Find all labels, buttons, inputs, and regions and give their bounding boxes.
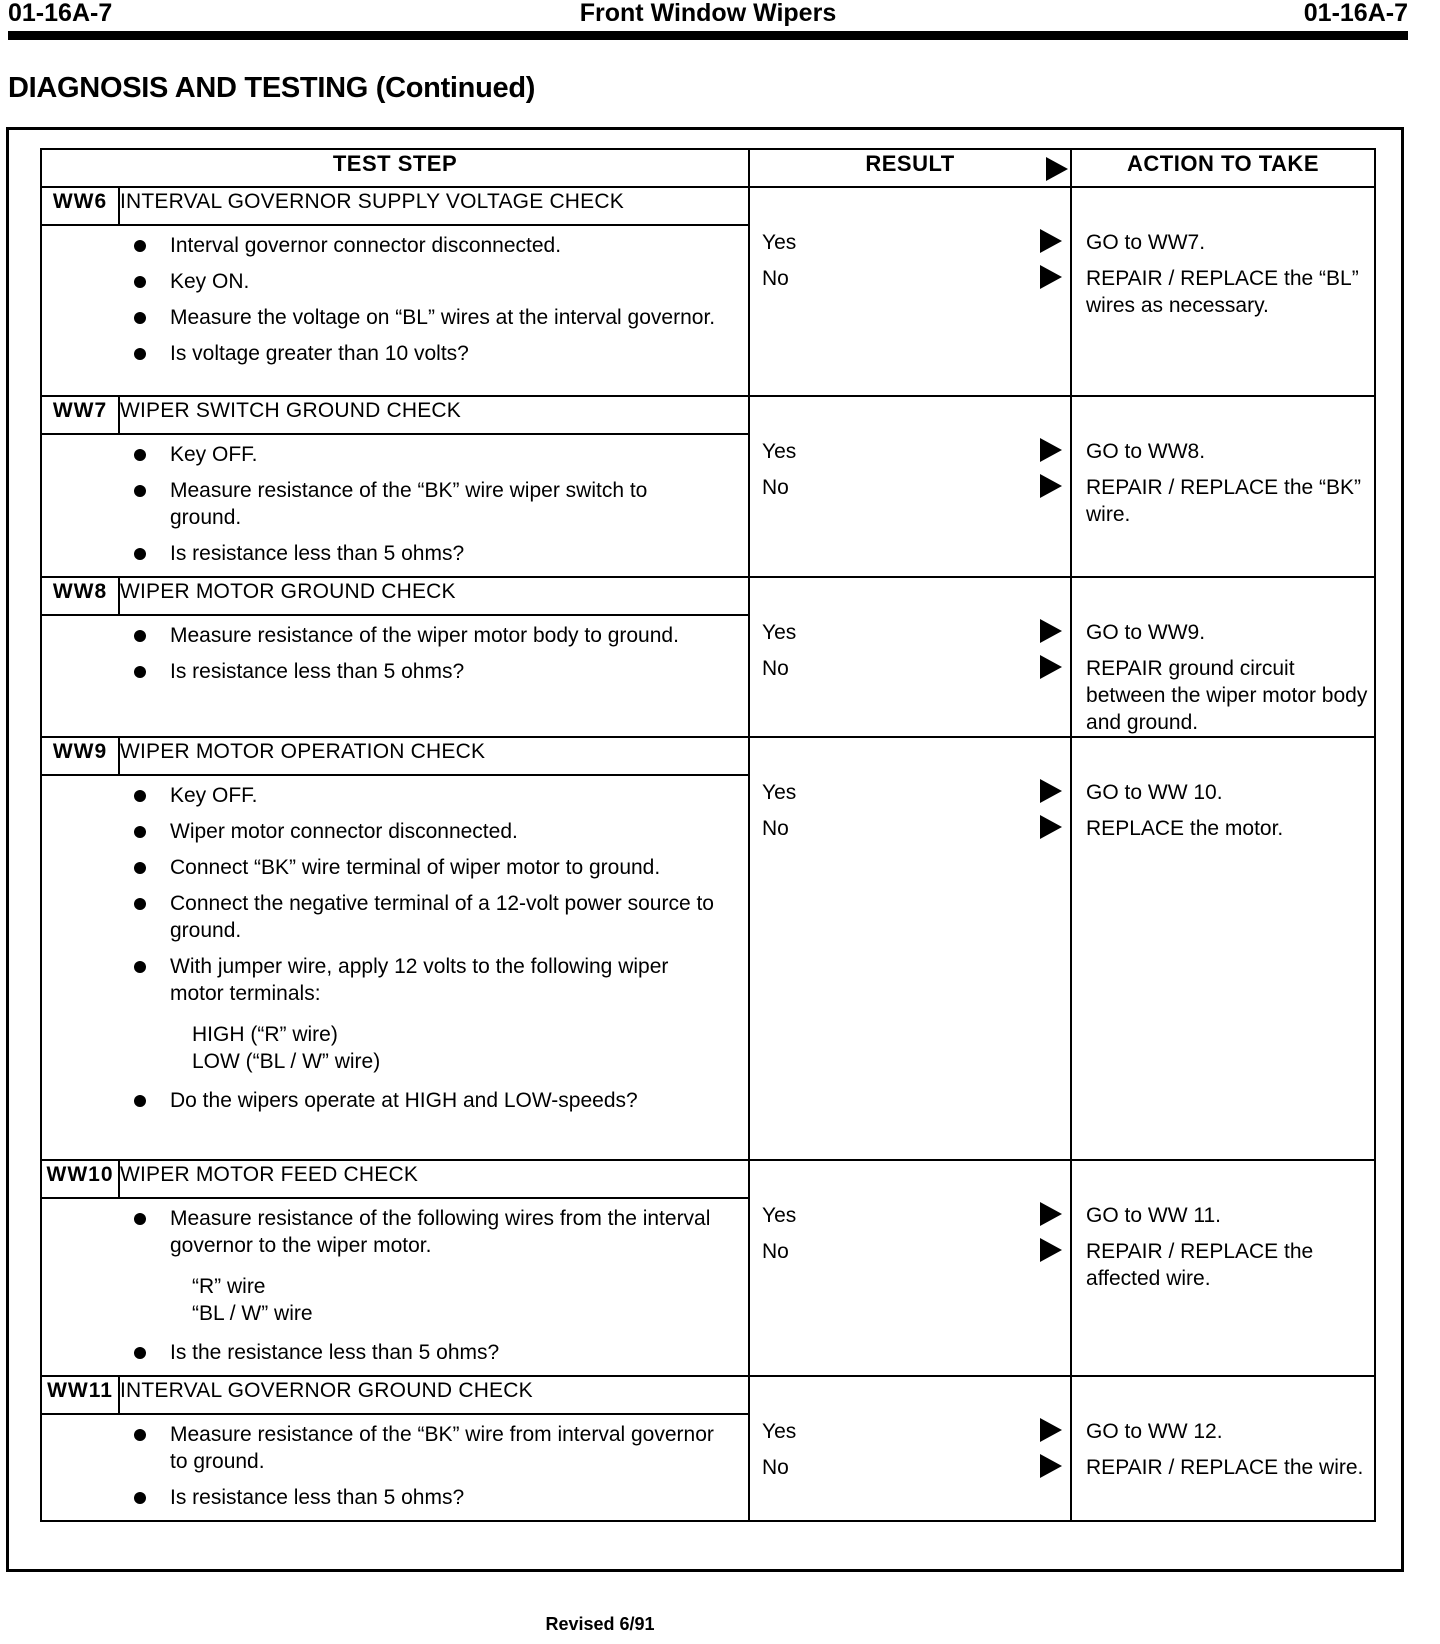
diagnosis-table bbox=[40, 148, 1376, 1522]
action-text: GO to WW9. bbox=[1086, 621, 1206, 644]
bullet-icon bbox=[134, 898, 146, 910]
arrow-right-icon bbox=[1040, 655, 1062, 679]
action-cell-ww11 bbox=[1071, 1376, 1375, 1521]
list-item: “R” wire bbox=[192, 1275, 266, 1298]
list-item bbox=[42, 232, 748, 259]
list-item bbox=[42, 854, 748, 881]
result-label: No bbox=[762, 1240, 789, 1263]
bullet-icon bbox=[134, 1213, 146, 1225]
page-code-left: 01-16A-7 bbox=[8, 0, 113, 27]
result-label: Yes bbox=[762, 621, 797, 644]
action-text: REPAIR / REPLACE the “BL” wires as necessary. bbox=[1086, 267, 1359, 317]
bullet-text: Is resistance less than 5 ohms? bbox=[170, 660, 465, 683]
list-item bbox=[42, 304, 748, 331]
step-title: WIPER MOTOR OPERATION CHECK bbox=[119, 737, 749, 775]
result-label: Yes bbox=[762, 231, 797, 254]
col-result bbox=[749, 149, 1071, 187]
bullet-icon bbox=[134, 276, 146, 288]
step-title-row-ww8 bbox=[41, 577, 1375, 615]
step-title-row-ww7 bbox=[41, 396, 1375, 434]
arrow-right-icon bbox=[1040, 1238, 1062, 1262]
result-label: Yes bbox=[762, 781, 797, 804]
step-title: WIPER MOTOR FEED CHECK bbox=[119, 1160, 749, 1198]
terminal-list bbox=[42, 1021, 748, 1075]
step-id: WW6 bbox=[41, 187, 119, 225]
bullet-icon bbox=[134, 1492, 146, 1504]
action-cell-ww7 bbox=[1071, 396, 1375, 577]
step-id: WW7 bbox=[41, 396, 119, 434]
list-item: “BL / W” wire bbox=[192, 1302, 313, 1325]
bullet-icon bbox=[134, 826, 146, 838]
step-title: INTERVAL GOVERNOR GROUND CHECK bbox=[119, 1376, 749, 1414]
bullet-icon bbox=[134, 312, 146, 324]
bullet-icon bbox=[134, 1347, 146, 1359]
col-test-step: TEST STEP bbox=[41, 149, 749, 187]
bullet-text: Connect “BK” wire terminal of wiper motor to ground. bbox=[170, 856, 661, 879]
result-cell-ww9 bbox=[749, 737, 1071, 1160]
result-no bbox=[762, 1451, 1064, 1481]
bullet-icon bbox=[134, 862, 146, 874]
list-item bbox=[42, 890, 748, 944]
result-yes bbox=[762, 435, 1064, 465]
bullet-icon bbox=[134, 1429, 146, 1441]
action-cell-ww8 bbox=[1071, 577, 1375, 737]
result-label: Yes bbox=[762, 1420, 797, 1443]
step-body bbox=[41, 434, 749, 577]
list-item bbox=[42, 658, 748, 685]
list-item bbox=[42, 540, 748, 567]
step-body bbox=[41, 225, 749, 396]
bullet-text: Is voltage greater than 10 volts? bbox=[170, 342, 469, 365]
arrow-right-icon bbox=[1046, 157, 1068, 181]
bullet-text: With jumper wire, apply 12 volts to the following wiper motor terminals: bbox=[170, 955, 669, 1005]
page-code-right: 01-16A-7 bbox=[1303, 0, 1408, 27]
action-text: GO to WW8. bbox=[1086, 440, 1206, 463]
page-header bbox=[8, 0, 1408, 30]
action-text: REPAIR ground circuit between the wiper motor body and ground. bbox=[1086, 657, 1368, 734]
step-title: WIPER MOTOR GROUND CHECK bbox=[119, 577, 749, 615]
result-label: No bbox=[762, 267, 789, 290]
result-no bbox=[762, 1235, 1064, 1265]
result-label: Yes bbox=[762, 440, 797, 463]
list-item: LOW (“BL / W” wire) bbox=[192, 1050, 381, 1073]
result-cell-ww7 bbox=[749, 396, 1071, 577]
result-yes bbox=[762, 1415, 1064, 1445]
action-cell-ww10 bbox=[1071, 1160, 1375, 1376]
list-item bbox=[42, 441, 748, 468]
step-title-row-ww11 bbox=[41, 1376, 1375, 1414]
action-text: GO to WW 11. bbox=[1086, 1204, 1221, 1227]
result-cell-ww6 bbox=[749, 187, 1071, 396]
result-yes bbox=[762, 776, 1064, 806]
step-title: WIPER SWITCH GROUND CHECK bbox=[119, 396, 749, 434]
page-title: Front Window Wipers bbox=[579, 0, 837, 27]
step-body bbox=[41, 1414, 749, 1521]
arrow-right-icon bbox=[1040, 1202, 1062, 1226]
bullet-text: Is the resistance less than 5 ohms? bbox=[170, 1341, 500, 1364]
result-no bbox=[762, 471, 1064, 501]
arrow-right-icon bbox=[1040, 779, 1062, 803]
step-title: INTERVAL GOVERNOR SUPPLY VOLTAGE CHECK bbox=[119, 187, 749, 225]
result-label: No bbox=[762, 476, 789, 499]
bullet-text: Measure resistance of the “BK” wire wiper switch to ground. bbox=[170, 479, 648, 529]
result-yes bbox=[762, 1199, 1064, 1229]
action-cell-ww9 bbox=[1071, 737, 1375, 1160]
bullet-icon bbox=[134, 449, 146, 461]
list-item bbox=[42, 268, 748, 295]
arrow-right-icon bbox=[1040, 474, 1062, 498]
action-text: GO to WW7. bbox=[1086, 231, 1206, 254]
bullet-text: Measure resistance of the following wires from the interval governor to the wiper motor. bbox=[170, 1207, 711, 1257]
bullet-icon bbox=[134, 630, 146, 642]
bullet-text: Is resistance less than 5 ohms? bbox=[170, 1486, 465, 1509]
list-item bbox=[42, 477, 748, 531]
result-yes bbox=[762, 226, 1064, 256]
list-item bbox=[42, 622, 748, 649]
bullet-icon bbox=[134, 485, 146, 497]
bullet-icon bbox=[134, 548, 146, 560]
col-result-label: RESULT bbox=[865, 151, 955, 176]
result-cell-ww10 bbox=[749, 1160, 1071, 1376]
result-no bbox=[762, 262, 1064, 292]
bullet-text: Interval governor connector disconnected. bbox=[170, 234, 562, 257]
wire-list bbox=[42, 1273, 748, 1327]
action-cell-ww6 bbox=[1071, 187, 1375, 396]
bullet-icon bbox=[134, 666, 146, 678]
result-label: Yes bbox=[762, 1204, 797, 1227]
list-item bbox=[42, 818, 748, 845]
bullet-text: Is resistance less than 5 ohms? bbox=[170, 542, 465, 565]
bullet-text: Measure resistance of the wiper motor body to ground. bbox=[170, 624, 679, 647]
bullet-text: Do the wipers operate at HIGH and LOW-speeds? bbox=[170, 1089, 638, 1112]
result-label: No bbox=[762, 657, 789, 680]
result-no bbox=[762, 812, 1064, 842]
arrow-right-icon bbox=[1040, 438, 1062, 462]
section-title: DIAGNOSIS AND TESTING (Continued) bbox=[8, 72, 536, 104]
action-text: REPAIR / REPLACE the affected wire. bbox=[1086, 1240, 1314, 1290]
result-label: No bbox=[762, 817, 789, 840]
bullet-text: Connect the negative terminal of a 12-volt power source to ground. bbox=[170, 892, 714, 942]
bullet-icon bbox=[134, 1095, 146, 1107]
bullet-icon bbox=[134, 961, 146, 973]
arrow-right-icon bbox=[1040, 619, 1062, 643]
bullet-text: Measure resistance of the “BK” wire from interval governor to ground. bbox=[170, 1423, 714, 1473]
bullet-text: Key OFF. bbox=[170, 443, 258, 466]
step-title-row-ww6 bbox=[41, 187, 1375, 225]
step-body bbox=[41, 1198, 749, 1376]
arrow-right-icon bbox=[1040, 229, 1062, 253]
result-cell-ww8 bbox=[749, 577, 1071, 737]
result-yes bbox=[762, 616, 1064, 646]
action-text: REPLACE the motor. bbox=[1086, 817, 1284, 840]
step-id: WW10 bbox=[41, 1160, 119, 1198]
table-header-row bbox=[41, 149, 1375, 187]
result-cell-ww11 bbox=[749, 1376, 1071, 1521]
action-text: GO to WW 10. bbox=[1086, 781, 1223, 804]
bullet-icon bbox=[134, 348, 146, 360]
list-item bbox=[42, 1421, 748, 1475]
step-id: WW9 bbox=[41, 737, 119, 775]
step-title-row-ww9 bbox=[41, 737, 1375, 775]
bullet-text: Key ON. bbox=[170, 270, 250, 293]
action-text: REPAIR / REPLACE the wire. bbox=[1086, 1456, 1364, 1479]
arrow-right-icon bbox=[1040, 815, 1062, 839]
arrow-right-icon bbox=[1040, 265, 1062, 289]
step-body bbox=[41, 615, 749, 737]
bullet-icon bbox=[134, 240, 146, 252]
step-id: WW8 bbox=[41, 577, 119, 615]
list-item bbox=[42, 1205, 748, 1259]
bullet-text: Measure the voltage on “BL” wires at the interval governor. bbox=[170, 306, 716, 329]
col-action: ACTION TO TAKE bbox=[1071, 149, 1375, 187]
list-item bbox=[42, 340, 748, 367]
bullet-icon bbox=[134, 790, 146, 802]
step-body bbox=[41, 775, 749, 1160]
arrow-right-icon bbox=[1040, 1418, 1062, 1442]
bullet-text: Key OFF. bbox=[170, 784, 258, 807]
arrow-right-icon bbox=[1040, 1454, 1062, 1478]
result-label: No bbox=[762, 1456, 789, 1479]
action-text: REPAIR / REPLACE the “BK” wire. bbox=[1086, 476, 1362, 526]
revision-footer: Revised 6/91 bbox=[545, 1614, 655, 1634]
list-item bbox=[42, 782, 748, 809]
action-text: GO to WW 12. bbox=[1086, 1420, 1223, 1443]
list-item bbox=[42, 1087, 748, 1114]
list-item bbox=[42, 1339, 748, 1366]
list-item bbox=[42, 1484, 748, 1511]
list-item: HIGH (“R” wire) bbox=[192, 1023, 338, 1046]
step-title-row-ww10 bbox=[41, 1160, 1375, 1198]
result-no bbox=[762, 652, 1064, 682]
list-item bbox=[42, 953, 748, 1007]
step-id: WW11 bbox=[41, 1376, 119, 1414]
header-rule bbox=[8, 31, 1408, 40]
bullet-text: Wiper motor connector disconnected. bbox=[170, 820, 518, 843]
